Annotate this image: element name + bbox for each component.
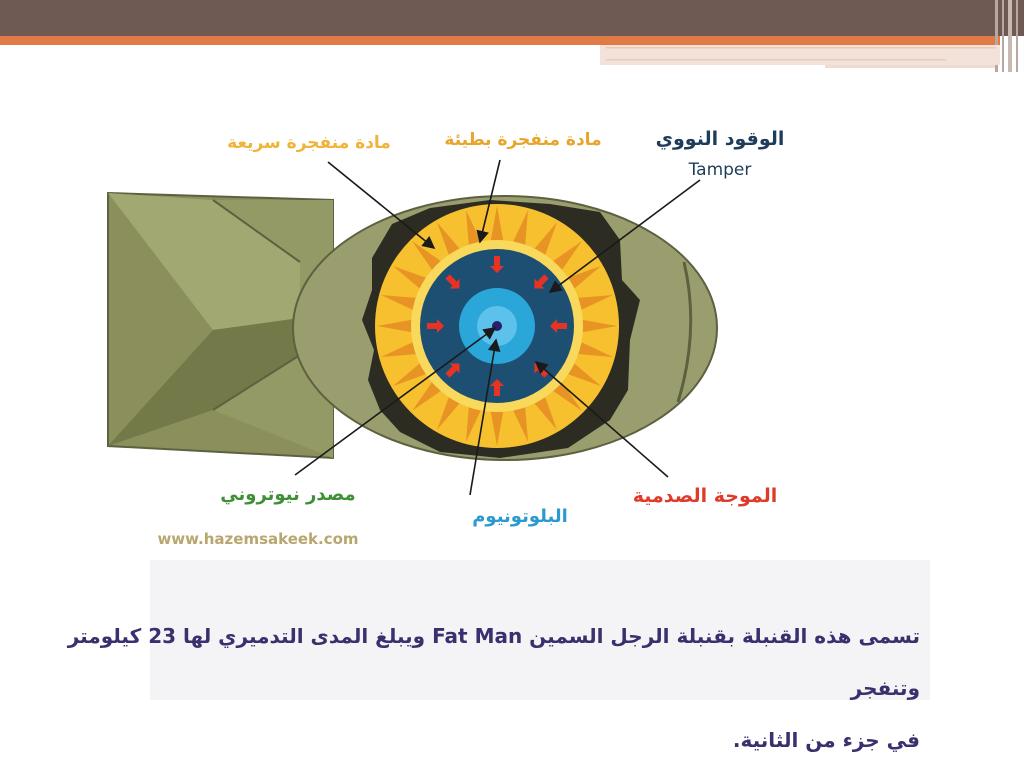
- website-credit: www.hazemsakeek.com: [157, 530, 359, 548]
- caption-line-2: في جزء من الثانية.: [732, 728, 920, 752]
- slide-caption: [40, 610, 920, 766]
- label-tamper-english: Tamper: [688, 160, 752, 180]
- label-tamper-arabic: الوقود النووي: [655, 128, 785, 150]
- label-plutonium: البلوتونيوم: [472, 506, 568, 527]
- label-slow-explosive: مادة منفجرة بطيئة: [444, 130, 602, 150]
- caption-line-1: تسمى هذه القنبلة بقنبلة الرجل السمين Fat Man ويبلغ المدى التدميري لها 23 كيلومتر وتنفجر: [67, 624, 920, 700]
- label-fast-explosive: مادة منفجرة سريعة: [227, 133, 391, 153]
- label-shock-wave: الموجة الصدمية: [632, 485, 778, 507]
- label-neutron-source: مصدر نيوتروني: [220, 484, 356, 505]
